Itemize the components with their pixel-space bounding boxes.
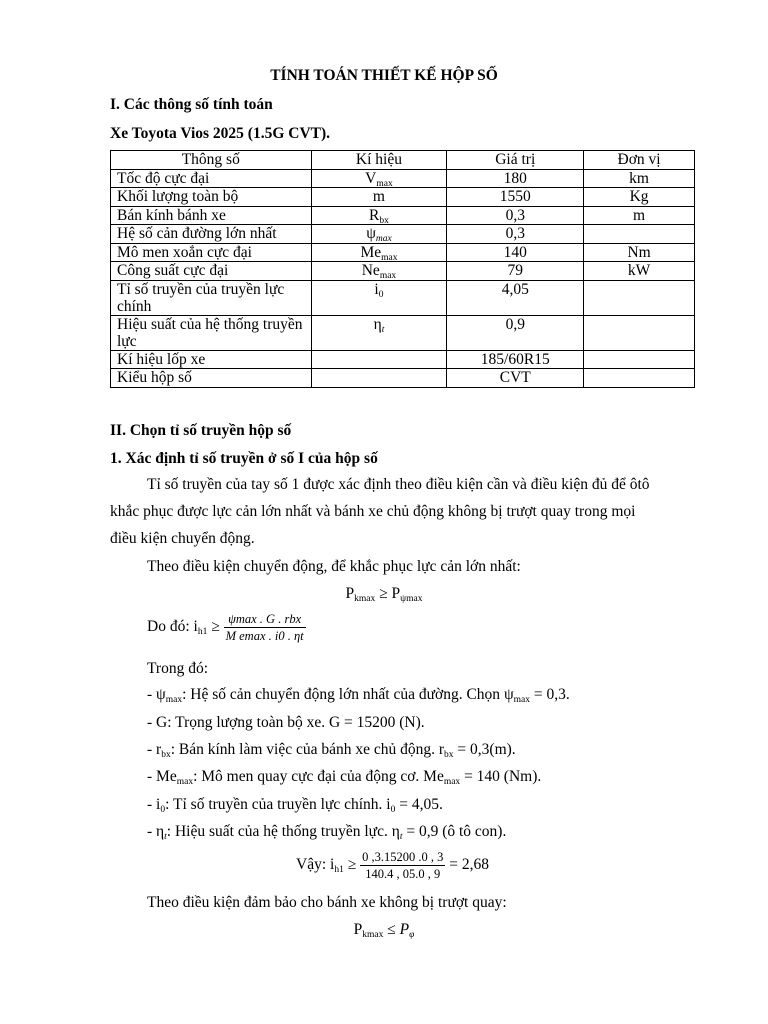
value-cell: 0,9	[447, 315, 584, 350]
definition-sub: max	[165, 695, 183, 705]
value-cell: 79	[447, 262, 584, 281]
definition-item	[147, 768, 541, 786]
unit-cell	[584, 280, 695, 315]
value-cell: 0,3	[447, 206, 584, 225]
symbol-cell	[311, 262, 447, 281]
symbol-text: m	[372, 188, 385, 205]
equation-traction: $P_{kmax} \ge P_{\psi max}$	[345, 585, 423, 604]
table-row	[111, 280, 695, 315]
parameters-table	[110, 150, 695, 388]
table-row	[111, 369, 695, 388]
unit-cell	[584, 315, 695, 350]
definition-text: : Trọng lượng toàn bộ xe. G = 15200 (N).	[167, 714, 425, 731]
param-name-cell: Kiểu hộp số	[111, 369, 312, 388]
value-cell: 180	[447, 169, 584, 188]
param-name-cell: Bán kính bánh xe	[111, 206, 312, 225]
definition-tail: = 0,3(m).	[453, 741, 516, 758]
unit-cell: Kg	[584, 188, 695, 207]
definition-tail: = 140 (Nm).	[460, 768, 542, 785]
definition-text: : Mô men quay cực đại của động cơ. Me	[193, 768, 444, 785]
where-label: Trong đó:	[147, 660, 209, 677]
symbol-subscript: max	[381, 252, 398, 263]
definition-sub2: max	[513, 695, 530, 705]
document-title: TÍNH TOÁN THIẾT KẾ HỘP SỐ	[270, 67, 498, 84]
definition-sub: 0	[160, 805, 166, 815]
symbol-cell	[311, 169, 447, 188]
table-row	[111, 188, 695, 207]
symbol-cell	[311, 315, 447, 350]
definition-dash: -	[147, 796, 157, 813]
definition-sub2: 0	[390, 805, 396, 815]
section-heading-1: I. Các thông số tính toán	[110, 96, 273, 113]
definition-dash: -	[147, 823, 157, 840]
definition-sub: bx	[161, 750, 171, 760]
definition-sym: G	[156, 714, 168, 731]
table-row	[111, 243, 695, 262]
symbol-subscript: max	[375, 234, 392, 244]
unit-cell: km	[584, 169, 695, 188]
symbol-cell	[311, 369, 447, 388]
symbol-text: Ne	[361, 262, 380, 279]
subsection-heading-1: 1. Xác định tỉ số truyền ở số I của hộp số	[110, 450, 378, 467]
definition-sub2: max	[443, 777, 461, 787]
definition-text: : Hiệu suất của hệ thống truyền lực.	[166, 823, 392, 840]
definition-text: : Hệ số cản chuyển động lớn nhất của đường. Chọn	[182, 686, 504, 703]
definition-sub: max	[176, 777, 194, 787]
param-name-cell: Kí hiệu lốp xe	[111, 350, 312, 369]
param-name-cell: Hiệu suất của hệ thống truyền lực	[111, 315, 312, 350]
definition-dash: -	[147, 768, 157, 785]
table-header-row	[111, 151, 695, 170]
param-name-cell: Tỉ số truyền của truyền lực chính	[111, 280, 312, 315]
definition-text: : Bán kính làm việc của bánh xe chủ động. r	[170, 741, 445, 758]
value-cell: 185/60R15	[447, 350, 584, 369]
section-heading-2: II. Chọn tỉ số truyền hộp số	[110, 422, 292, 439]
symbol-text: V	[365, 169, 377, 187]
definition-sym: r	[156, 741, 162, 758]
symbol-subscript: bx	[379, 215, 389, 226]
unit-cell: Nm	[584, 243, 695, 262]
definition-sym: Me	[156, 768, 177, 785]
value-cell: 140	[447, 243, 584, 262]
equation-result: Vậy: $i_{h1}$ ≥ $\frac{0 ,3.15200 .0 , 3}{140.4 , 05.0 , 9}$ = 2,68	[296, 850, 489, 881]
symbol-text: η	[373, 315, 382, 333]
definition-sym: η	[156, 823, 165, 840]
definition-sym2: ψ	[503, 686, 514, 703]
table-row	[111, 315, 695, 350]
table-row	[111, 225, 695, 244]
symbol-cell	[311, 243, 447, 262]
definition-item	[147, 823, 506, 841]
definition-sub: t	[164, 832, 167, 842]
definition-dash: -	[147, 714, 157, 731]
table-row	[111, 350, 695, 369]
symbol-cell	[311, 225, 447, 244]
unit-cell	[584, 350, 695, 369]
value-cell: 1550	[447, 188, 584, 207]
table-row	[111, 169, 695, 188]
paragraph-line: Theo điều kiện chuyển động, để khắc phục lực cản lớn nhất:	[147, 558, 521, 575]
table-row	[111, 262, 695, 281]
symbol-subscript: t	[381, 324, 385, 335]
table-header-cell: Kí hiệu	[311, 151, 447, 170]
paragraph-line: Theo điều kiện đảm bảo cho bánh xe không bị trượt quay:	[147, 894, 507, 911]
definition-sym2: η	[391, 823, 400, 840]
param-name-cell: Khối lượng toàn bộ	[111, 188, 312, 207]
unit-cell	[584, 225, 695, 244]
definition-item	[147, 796, 443, 814]
fraction: $\frac{0 ,3.15200 .0 , 3}{140.4 , 05.0 , 9}$	[362, 850, 444, 881]
fraction: $\frac{\text{ψmax . G . rbx}}{\text{M emax . i0 . ηt}}$	[225, 612, 304, 643]
definition-item	[147, 741, 516, 759]
param-name-cell: Mô men xoắn cực đại	[111, 243, 312, 262]
table-header-cell: Giá trị	[447, 151, 584, 170]
symbol-cell	[311, 206, 447, 225]
symbol-subscript: 0	[378, 289, 384, 300]
definition-sym: i	[156, 796, 161, 813]
definition-tail: = 0,9 (ô tô con).	[402, 823, 507, 840]
value-cell: 4,05	[447, 280, 584, 315]
symbol-text: R	[369, 206, 380, 224]
definition-item	[147, 686, 570, 704]
paragraph-line: Tỉ số truyền của tay số 1 được xác định theo điều kiện cần và điều kiện đủ để ôtô	[147, 476, 650, 493]
equation-gear-ratio: Do đó: $i_{h1}$ ≥ $\frac{\text{ψmax . G . rbx}}{\text{M emax . i0 . ηt}}$	[147, 612, 304, 643]
definition-sub2: t	[399, 832, 403, 842]
param-name-cell: Công suất cực đại	[111, 262, 312, 281]
symbol-subscript: max	[379, 271, 397, 281]
table-header-cell: Thông số	[111, 151, 312, 170]
symbol-text: Me	[360, 243, 382, 261]
definition-tail: = 0,3.	[530, 686, 570, 703]
symbol-text: i	[374, 280, 379, 298]
table-row	[111, 206, 695, 225]
symbol-text: ψ	[366, 225, 376, 242]
definition-dash: -	[147, 686, 157, 703]
definition-text: : Tỉ số truyền của truyền lực chính. i	[165, 796, 391, 813]
symbol-subscript: max	[376, 178, 393, 189]
value-cell: 0,3	[447, 225, 584, 244]
unit-cell	[584, 369, 695, 388]
param-name-cell: Tốc độ cực đại	[111, 169, 312, 188]
unit-cell: kW	[584, 262, 695, 281]
definition-sym: ψ	[156, 686, 166, 703]
definition-dash: -	[147, 741, 157, 758]
paragraph-line: điều kiện chuyển động.	[110, 530, 255, 547]
symbol-cell	[311, 188, 447, 207]
symbol-cell	[311, 350, 447, 369]
vehicle-heading: Xe Toyota Vios 2025 (1.5G CVT).	[110, 125, 331, 142]
unit-cell: m	[584, 206, 695, 225]
table-header-cell: Đơn vị	[584, 151, 695, 170]
definition-item	[147, 714, 425, 732]
paragraph-line: khắc phục được lực cản lớn nhất và bánh xe chủ động không bị trượt quay trong mọi	[110, 503, 636, 520]
param-name-cell: Hệ số cản đường lớn nhất	[111, 225, 312, 244]
symbol-cell	[311, 280, 447, 315]
equation-slip: $P_{kmax} \le P_\varphi$	[353, 921, 415, 940]
definition-tail: = 4,05.	[395, 796, 443, 813]
value-cell: CVT	[447, 369, 584, 388]
definition-sub2: bx	[444, 750, 454, 760]
